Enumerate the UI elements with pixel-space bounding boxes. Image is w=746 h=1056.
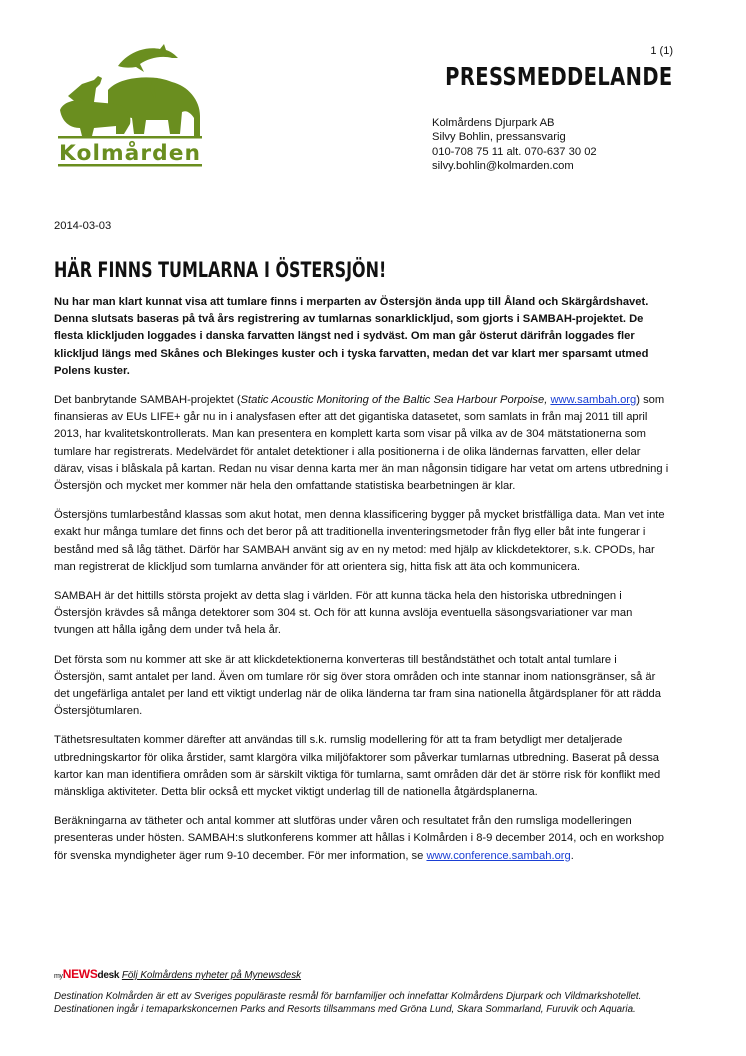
p1-after: ) som finansieras av EUs LIFE+ går nu in i analysfasen efter att det gigantiska datasetet, som samlats in från maj 2011 till april 2013, har kvalitetskontrollerats. Man kan presentera en komplett karta som visar på vilka av de 304 mätstationerna som tumlare har registrerats. Medelvärdet för antalet detektioner i alla positionerna i de olika ländernas farvatten, eller delar därav, visas i blåskala på kartan. Redan nu visar denna karta mer än man någonsin tidigare har vetat om artens utbredning i Östersjön och mycket mer kommer när hela den omfattande statistiska bearbetningen är klar. bbox=[54, 394, 669, 493]
kolmarden-logo bbox=[54, 40, 206, 170]
contact-phone: 010-708 75 11 alt. 070-637 30 02 bbox=[432, 145, 597, 158]
paragraph-2: Östersjöns tumlarbestånd klassas som akut hotat, men denna klassificering bygger på mycket bristfälliga data. Man vet inte exakt hur många tumlare det finns och det beror på att traditionella inventeringsmetoder från flyg eller båt inte fungerar i bestånd med så låg täthet. Därför har SAMBAH använt sig av en ny metod: med hjälp av klickdetektorer, s.k. CPODs, har man registrerat de klickljud som tumlarna använder för att orientera sig, hitta fisk att äta och kommunicera. bbox=[54, 509, 665, 573]
paragraph-5: Täthetsresultaten kommer därefter att användas till s.k. rumslig modellering för att ta fram betydligt mer detaljerade utbredningskartor för olika årstider, samt klargöra vilka miljöfaktorer som påverkar tumlarnas utbredning. Baserat på dessa kartor kan man identifiera områden som är särskilt viktiga för tumlarna, samt områden där det är större risk för konflikt med mänskliga aktiviteter. Detta blir också ett mycket viktigt underlag till de nationella åtgärdsplanerna. bbox=[54, 734, 661, 799]
lead-paragraph: Nu har man klart kunnat visa att tumlare finns i merparten av Östersjön ända upp till Åland och Skärgårdshavet. Denna slutsats baseras på två års registrering av tumlarnas sonarklickljud, som gjorts i SAMBAH-projektet. De flesta klickljuden loggades i danska farvatten längst ned i sydväst. Om man går österut därifrån loggades fler klickljud längs med Skånes och Blekinges kuster och i tyska farvatten, medan det var klart mer sparsamt utmed Polens kuster. bbox=[54, 296, 649, 377]
page-number: 1 (1) bbox=[650, 45, 673, 57]
paragraph-3: SAMBAH är det hittills största projekt av detta slag i världen. För att kunna täcka hela den historiska utbredningen i Östersjön krävdes så många detektorer som 304 st. Och för att kunna avslöja eventuella säsongsvariationer var man tvungen att hålla igång dem under två hela år. bbox=[54, 590, 633, 637]
dolphin-icon bbox=[118, 44, 178, 72]
logo-wordmark: Kolmården bbox=[59, 141, 197, 165]
p1-italic: Static Acoustic Monitoring of the Baltic Sea Harbour Porpoise, bbox=[240, 394, 551, 407]
p6-end: . bbox=[570, 849, 574, 862]
footer-description: Destination Kolmården är ett av Sveriges populäraste resmål för barnfamiljer och innefattar Kolmårdens Djurpark och Vildmarkshotellet. Destinationen ingår i temaparkskoncernen Parks and Resorts tillsammans med Gröna Lund, Skara Sommarland, Furuvik och Aquaria. bbox=[54, 991, 642, 1015]
paragraph-4: Det första som nu kommer att ske är att klickdetektionerna konverteras till beståndstäthet och totalt antal tumlare i Östersjön, samt antalet per land. Även om tumlare rör sig över stora områden och inte stannar inom nationsgränser, så är det ungefärliga antalet per land ett viktigt underlag när de olika länderna tar fram sina nationella åtgärdsplaner för att rädda Östersjötumlaren. bbox=[54, 653, 661, 718]
press-date: 2014-03-03 bbox=[54, 220, 112, 232]
contact-email[interactable]: silvy.bohlin@kolmarden.com bbox=[432, 159, 574, 172]
contact-person: Silvy Bohlin, pressansvarig bbox=[432, 131, 566, 144]
p1-before: Det banbrytande SAMBAH-projektet ( bbox=[54, 394, 241, 407]
p6-text: Beräkningarna av tätheter och antal kommer att slutföras under våren och resultatet från den rumsliga modelleringen presenteras under hösten. SAMBAH:s slutkonferens kommer att hållas i Kolmården i 8-9 december 2014, och en workshop för svenska myndigheter äger rum 9-10 december. För mer information, se bbox=[54, 815, 665, 862]
contact-company: Kolmårdens Djurpark AB bbox=[432, 117, 555, 129]
article-body bbox=[54, 294, 670, 877]
sambah-link[interactable]: www.sambah.org bbox=[550, 394, 637, 407]
mynewsdesk-logo[interactable]: myNEWSdesk bbox=[54, 967, 120, 981]
bear-icon bbox=[60, 100, 130, 136]
contact-block bbox=[432, 116, 597, 173]
conference-link[interactable]: www.conference.sambah.org bbox=[426, 849, 571, 862]
mynewsdesk-follow-link[interactable]: Följ Kolmårdens nyheter på Mynewsdesk bbox=[121, 970, 302, 981]
mynewsdesk-line bbox=[54, 967, 301, 981]
paragraph-1 bbox=[54, 392, 670, 495]
headline: HÄR FINNS TUMLARNA I ÖSTERSJÖN! bbox=[54, 258, 387, 282]
paragraph-6 bbox=[54, 813, 670, 865]
document-type-title: PRESSMEDDELANDE bbox=[445, 62, 673, 91]
